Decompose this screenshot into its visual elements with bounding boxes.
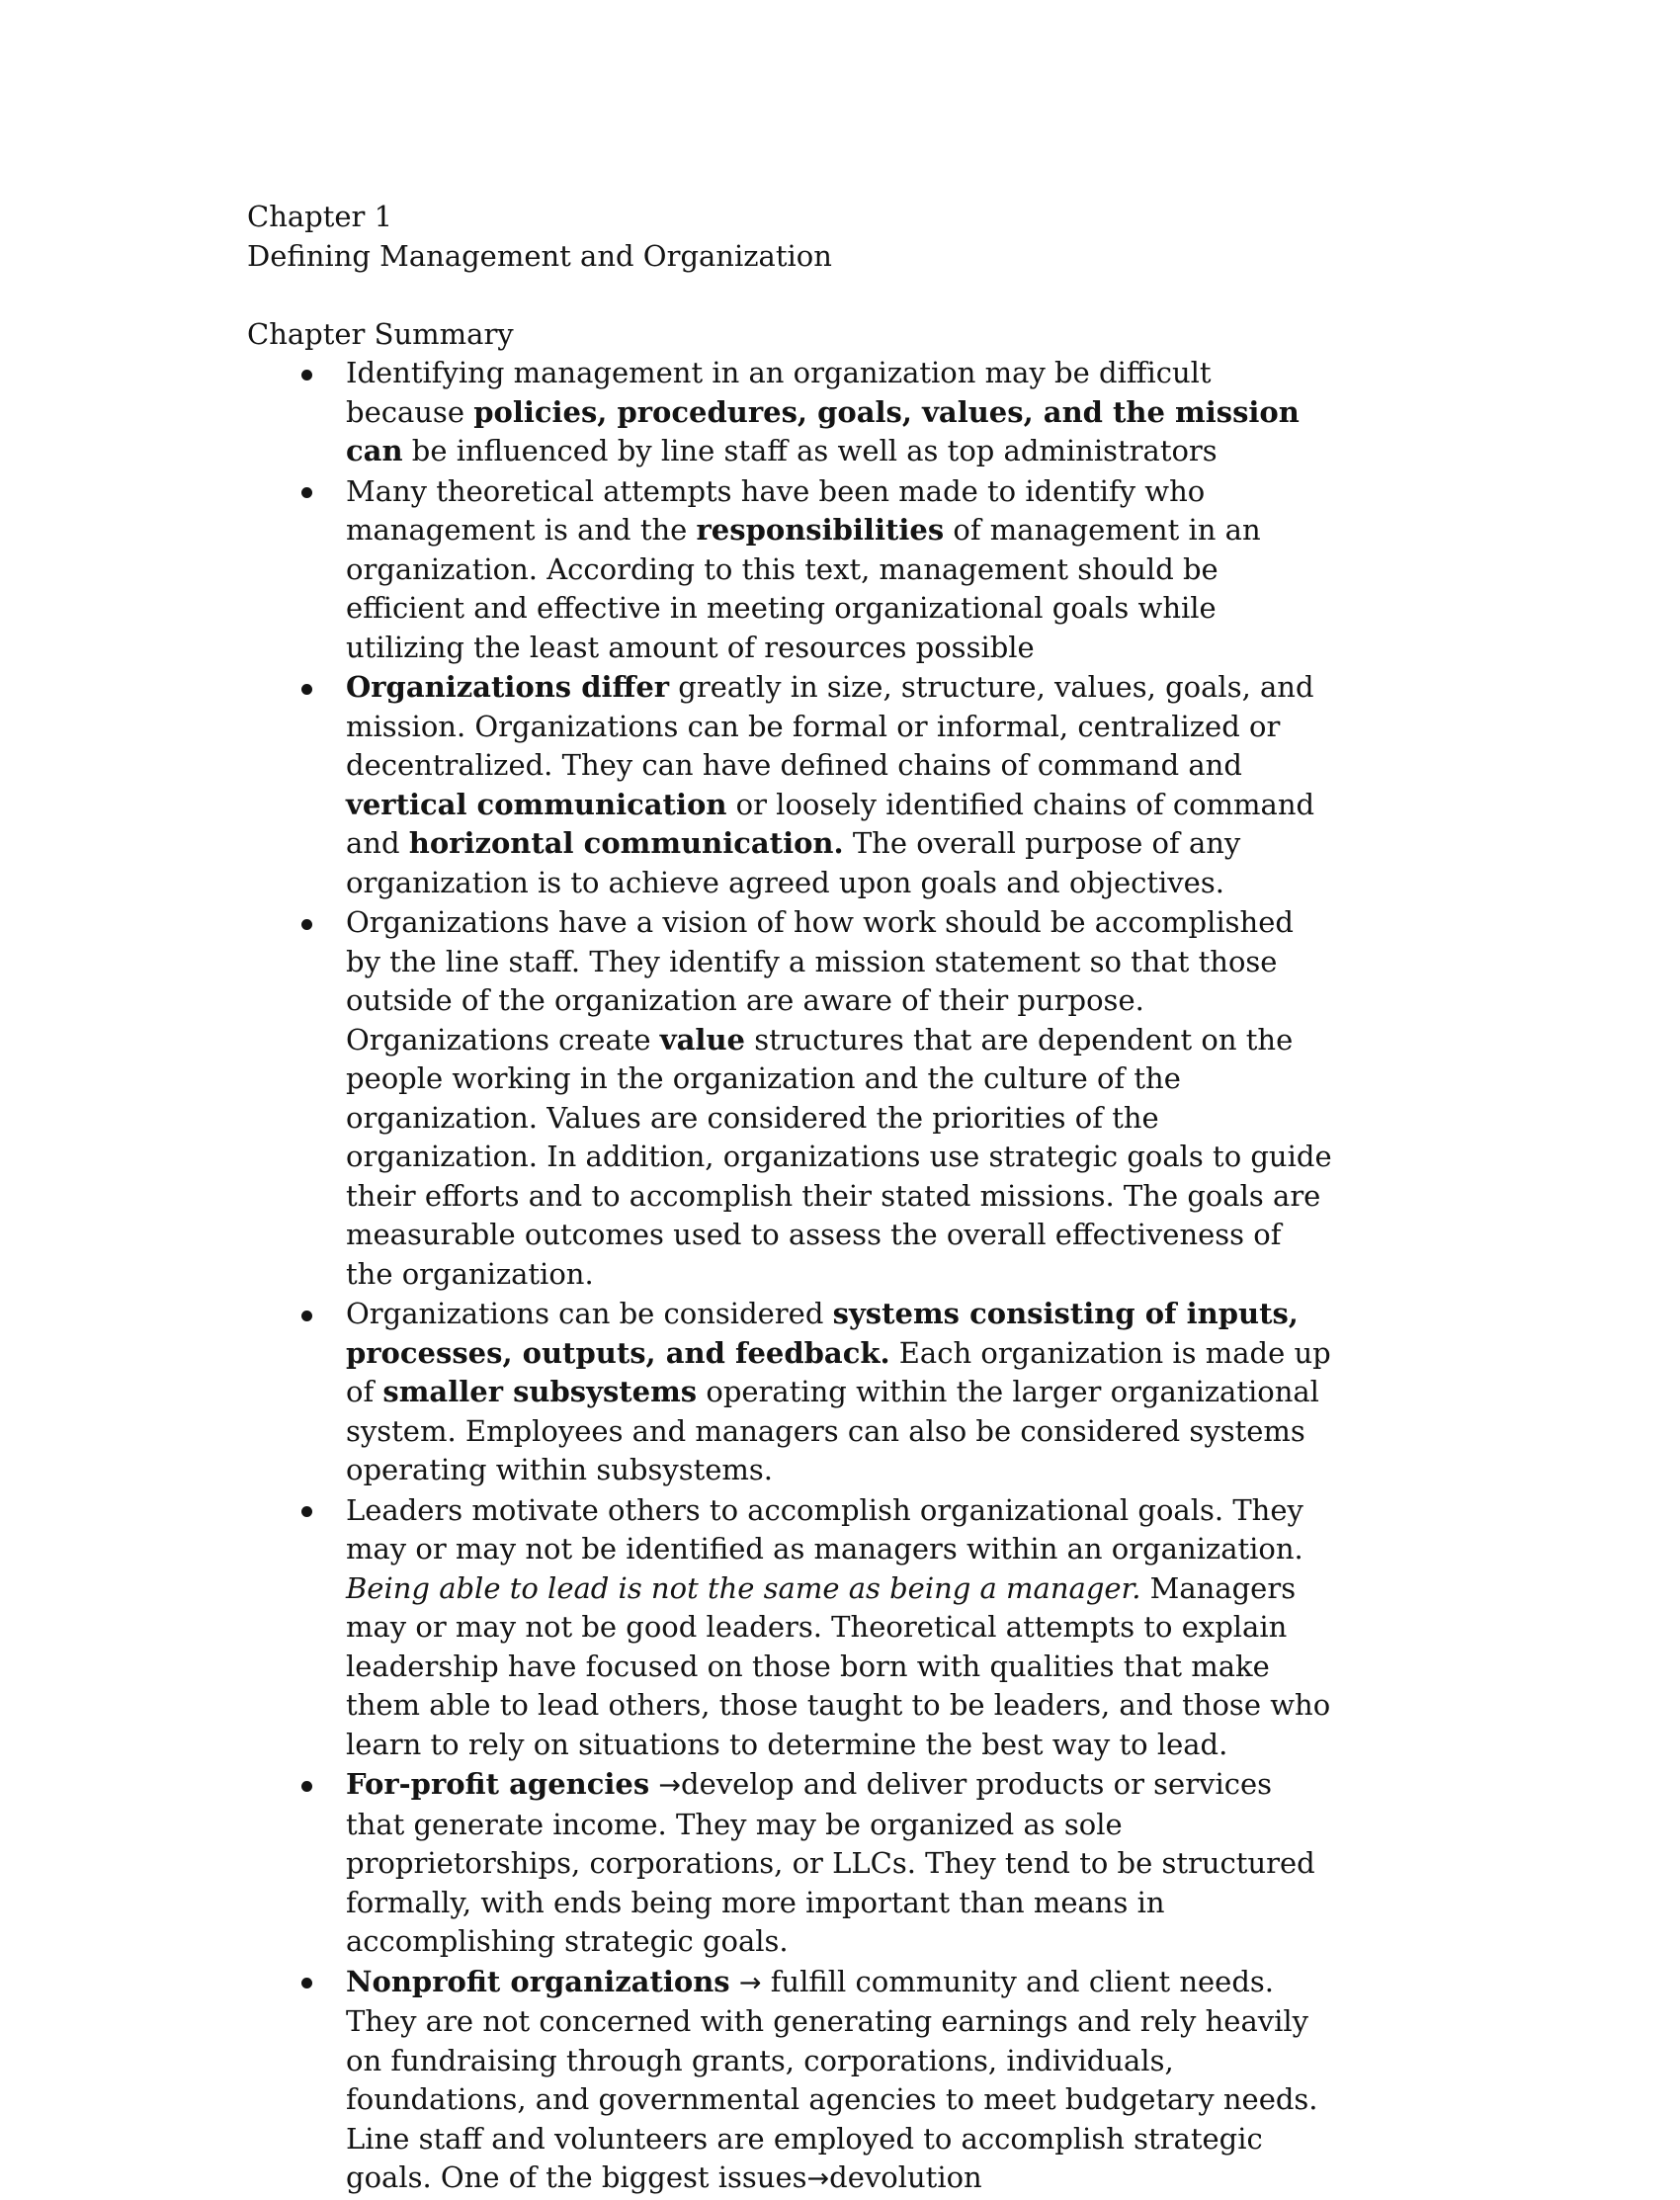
summary-item [247, 903, 1334, 1294]
summary-text: structures that are dependent on the people working in the organization and the culture of the organization. Values are considered the priorities of the organization. In addition, organizations use strategic goals to guide their efforts and to accomplish their stated missions. The goals are measurable outcomes used to assess the overall effectiveness of the organization. [346, 1022, 1332, 1291]
summary-item [247, 354, 1334, 471]
document-page [247, 198, 1433, 2200]
bold-term: Organizations differ [346, 670, 670, 704]
summary-text: devolution [829, 2160, 982, 2194]
summary-text: greatly in size, structure, values, goals, and mission. Organizations can be formal or informal, centralized or decentralized. They can have defined chains of command and [346, 670, 1314, 782]
italic-phrase: Being able to lead is not the same as being a manager. [346, 1570, 1141, 1605]
chapter-number: Chapter 1 [247, 200, 393, 233]
summary-heading: Chapter Summary [247, 316, 514, 351]
summary-text: Organizations have a vision of how work should be accomplished by the line staff. They identify a mission statement so that those outside of the organization are aware of their purpose. Organizations create [346, 905, 1294, 1057]
summary-text: operating within the larger organizational system. Employees and managers can also be considered systems operating within subsystems. [346, 1375, 1319, 1486]
chapter-title: Defining Management and Organization [247, 238, 832, 273]
summary-text: of management in an organization. According to this text, management should be efficient and effective in meeting organizational goals while utilizing the least amount of resources possible [346, 513, 1261, 664]
summary-text: Organizations can be considered [346, 1297, 833, 1330]
summary-text: Many theoretical attempts have been made to identify who management is and the [346, 473, 1206, 547]
summary-text: be influenced by line staff as well as top administrators [402, 434, 1218, 467]
summary-item [247, 1765, 1334, 1962]
summary-list [247, 354, 1433, 2199]
bold-term: vertical communication [346, 787, 727, 821]
bullet-icon [296, 472, 316, 512]
bold-term: Nonprofit organizations [346, 1964, 730, 1998]
summary-text: develop and deliver products or services that generate income. They may be organized as sole proprietorships, corporations, or LLCs. They tend to be structured formally, with ends being more important than means in accomplishing strategic goals. [346, 1767, 1315, 1958]
summary-item [247, 1491, 1334, 1765]
bullet-icon [296, 1765, 316, 1805]
summary-text: Identifying management in an organization may be difficult because [346, 356, 1212, 429]
summary-text: or loosely identified chains of command and [346, 787, 1315, 860]
bold-term: policies, procedures, goals, values, and the mission can [346, 394, 1300, 467]
arrow-right-icon: → [658, 1770, 682, 1801]
summary-text: Leaders motivate others to accomplish organizational goals. They may or may not be identified as managers within an organization. [346, 1492, 1303, 1565]
summary-text [730, 1965, 739, 1998]
bullet-icon [296, 1295, 316, 1334]
bullet-icon [296, 903, 316, 943]
summary-text: Each organization is made up of [346, 1335, 1331, 1408]
bold-term: smaller subsystems [382, 1375, 698, 1408]
bold-term: value [659, 1022, 745, 1057]
bullet-icon [296, 668, 316, 708]
arrow-right-icon: → [738, 1967, 762, 1998]
bold-term: For-profit agencies [346, 1767, 650, 1801]
summary-item [247, 472, 1334, 668]
bold-term: systems consisting of inputs, processes, outputs, and feedback. [346, 1297, 1299, 1370]
summary-text: fulfill community and client needs. They are not concerned with generating earnings and rely heavily on fundraising through grants, corporations, individuals, foundations, and governmental agencies to meet budgetary needs. Line staff and volunteers are employed to accomplish strategic goals. One of the biggest issues [346, 1964, 1318, 2194]
summary-item [247, 1963, 1334, 2199]
summary-item [247, 1295, 1334, 1490]
bullet-icon [296, 354, 316, 393]
bullet-icon [296, 1963, 316, 2002]
bullet-icon [296, 1491, 316, 1531]
summary-item [247, 668, 1334, 902]
bold-term: horizontal communication. [408, 826, 844, 860]
arrow-right-icon: → [806, 2163, 830, 2194]
bold-term: responsibilities [696, 513, 945, 547]
summary-text: The overall purpose of any organization is to achieve agreed upon goals and objectives. [346, 826, 1241, 899]
summary-text: Managers may or may not be good leaders. Theoretical attempts to explain leadership have focused on those born with qualities that make them able to lead others, those taught to be leaders, and those who learn to rely on situations to determine the best way to lead. [346, 1570, 1331, 1761]
